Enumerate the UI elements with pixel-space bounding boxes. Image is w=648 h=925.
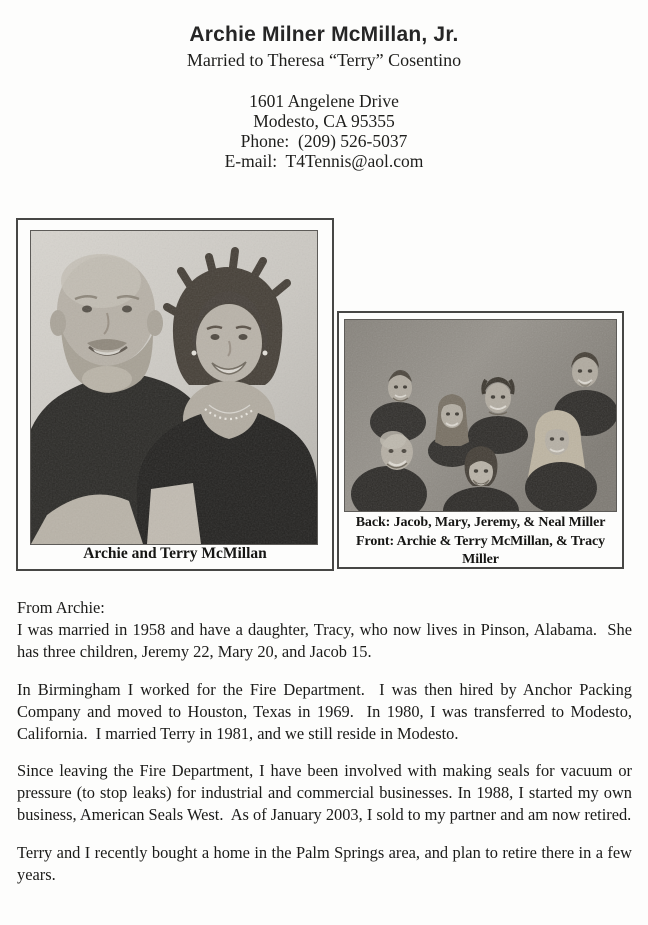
address-block xyxy=(0,91,648,171)
marriage-line: Married to Theresa “Terry” Cosentino xyxy=(186,50,462,70)
bio-paragraph-4: Terry and I recently bought a home in the Palm Springs area, and plan to retire there in a few years. xyxy=(17,843,632,885)
contact-header xyxy=(0,23,648,171)
page-title: Archie Milner McMillan, Jr. xyxy=(189,23,459,46)
bio-paragraph-3: Since leaving the Fire Department, I have been involved with making seals for vacuum or pressure (to stop leaks) for industrial and commercial businesses. In 1988, I started my own business, American Seals West. As of January 2003, I sold to my partner and am now retired. xyxy=(17,761,632,825)
family-photo-image xyxy=(345,320,616,511)
couple-photo-caption: Archie and Terry McMillan xyxy=(83,545,267,562)
bio-paragraph-2: In Birmingham I worked for the Fire Department. I was then hired by Anchor Packing Company and moved to Houston, Texas in 1969. In 1980, I was transferred to Modesto, California. I married Terry in 1981, and we still reside in Modesto. xyxy=(17,679,632,743)
family-caption-front-cont: Miller xyxy=(462,552,499,567)
bio-paragraph-1-text: I was married in 1958 and have a daughter, Tracy, who now lives in Pinson, Alabama. She has three children, Jeremy 22, Mary 20, and Jacob 15. xyxy=(17,619,632,661)
family-photo xyxy=(344,319,617,512)
email-line: E-mail: T4Tennis@aol.com xyxy=(224,151,424,171)
biography-text xyxy=(17,597,632,902)
couple-photo-image xyxy=(31,231,317,544)
family-photo-box xyxy=(337,311,624,569)
family-caption-back: Back: Jacob, Mary, Jeremy, & Neal Miller xyxy=(355,515,606,530)
family-caption-front: Front: Archie & Terry McMillan, & Tracy xyxy=(356,533,605,549)
bio-from-line: From Archie: xyxy=(17,598,105,617)
family-photo-caption xyxy=(339,514,622,570)
phone-line: Phone: (209) 526-5037 xyxy=(240,131,408,151)
address-city: Modesto, CA 95355 xyxy=(253,111,395,131)
address-street: 1601 Angelene Drive xyxy=(249,91,399,111)
couple-photo-box xyxy=(16,218,334,571)
couple-photo xyxy=(30,230,318,545)
bio-paragraph-1 xyxy=(17,597,632,663)
